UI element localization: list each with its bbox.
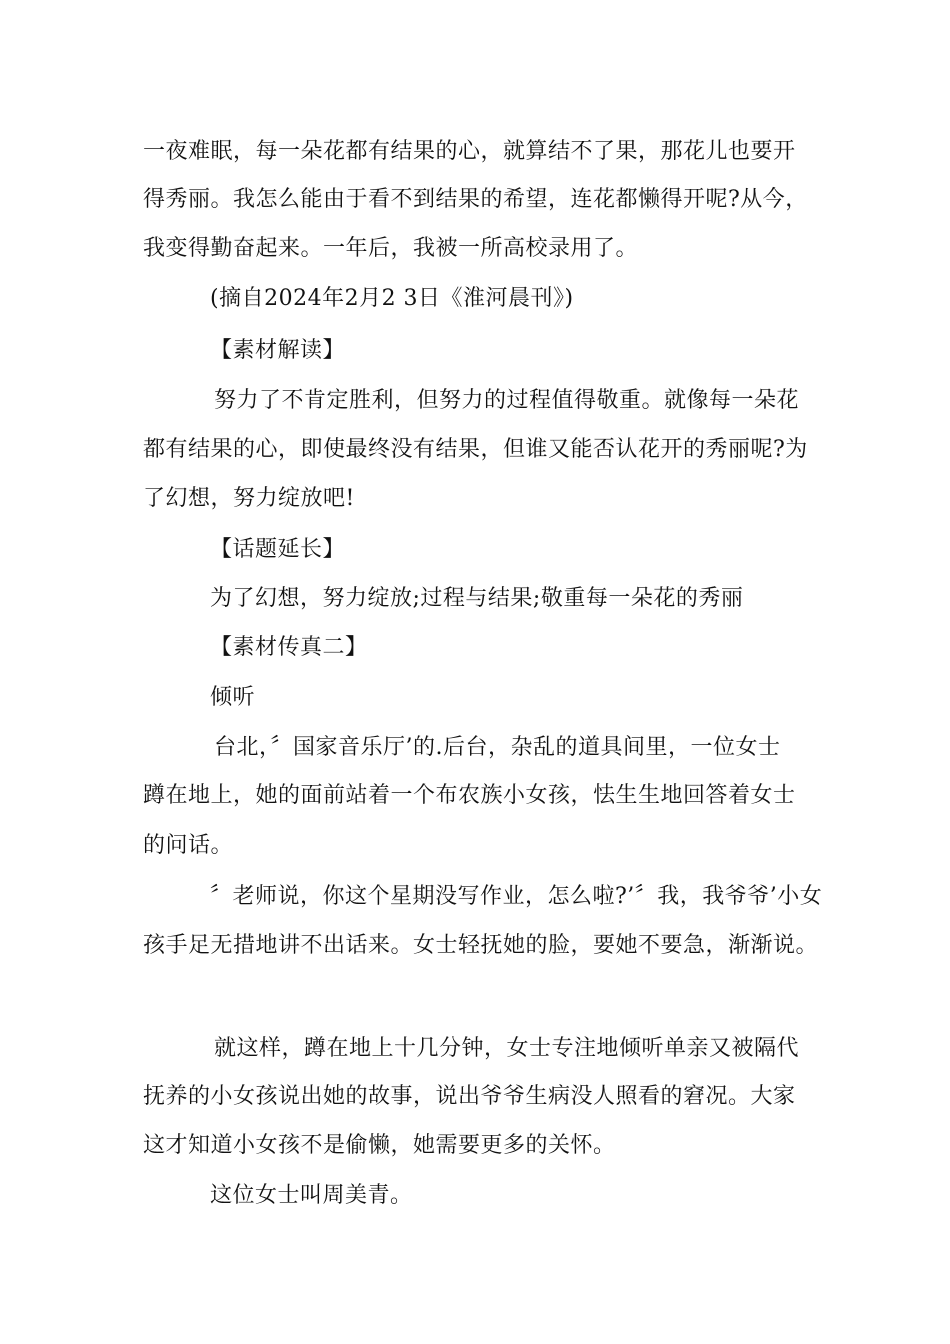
paragraph-line: 努力了不肯定胜利，但努力的过程值得敬重。就像每一朵花 bbox=[214, 388, 800, 413]
paragraph-line: 这位女士叫周美青。 bbox=[210, 1183, 413, 1208]
paragraph-line: 抚养的小女孩说出她的故事，说出爷爷生病没人照看的窘况。大家 bbox=[143, 1084, 796, 1109]
paragraph-line: 为了幻想，努力绽放;过程与结果;敬重每一朵花的秀丽 bbox=[210, 586, 744, 611]
paragraph-line: 得秀丽。我怎么能由于看不到结果的希望，连花都懒得开呢?从今， bbox=[143, 187, 808, 212]
paragraph-line: 我变得勤奋起来。一年后，我被一所高校录用了。 bbox=[143, 236, 639, 261]
section-heading: 【素材解读】 bbox=[210, 338, 346, 363]
paragraph-line: 了幻想，努力绽放吧! bbox=[143, 486, 355, 511]
paragraph-line: 的问话。 bbox=[143, 833, 234, 858]
paragraph-line: 一夜难眠，每一朵花都有结果的心，就算结不了果，那花儿也要开 bbox=[143, 139, 796, 164]
section-heading: 【素材传真二】 bbox=[210, 635, 368, 660]
paragraph-line: 蹲在地上，她的面前站着一个布农族小女孩，怯生生地回答着女士 bbox=[143, 783, 796, 808]
source-citation: (摘自2024年2月2 3日《淮河晨刊》) bbox=[210, 286, 574, 311]
paragraph-line: 就这样，蹲在地上十几分钟，女士专注地倾听单亲又被隔代 bbox=[214, 1036, 800, 1061]
section-heading: 【话题延长】 bbox=[210, 537, 346, 562]
paragraph-line: 台北，〞国家音乐厅’的.后台，杂乱的道具间里，一位女士 bbox=[214, 735, 781, 760]
paragraph-line: 孩手足无措地讲不出话来。女士轻抚她的脸，要她不要急，渐渐说。 bbox=[143, 933, 819, 958]
paragraph-line: 这才知道小女孩不是偷懒，她需要更多的关怀。 bbox=[143, 1133, 616, 1158]
paragraph-line: 都有结果的心，即使最终没有结果，但谁又能否认花开的秀丽呢?为 bbox=[143, 437, 808, 462]
paragraph-line: 〞老师说，你这个星期没写作业，怎么啦?’〞我，我爷爷’小女 bbox=[210, 884, 823, 909]
story-title: 倾听 bbox=[210, 685, 256, 710]
